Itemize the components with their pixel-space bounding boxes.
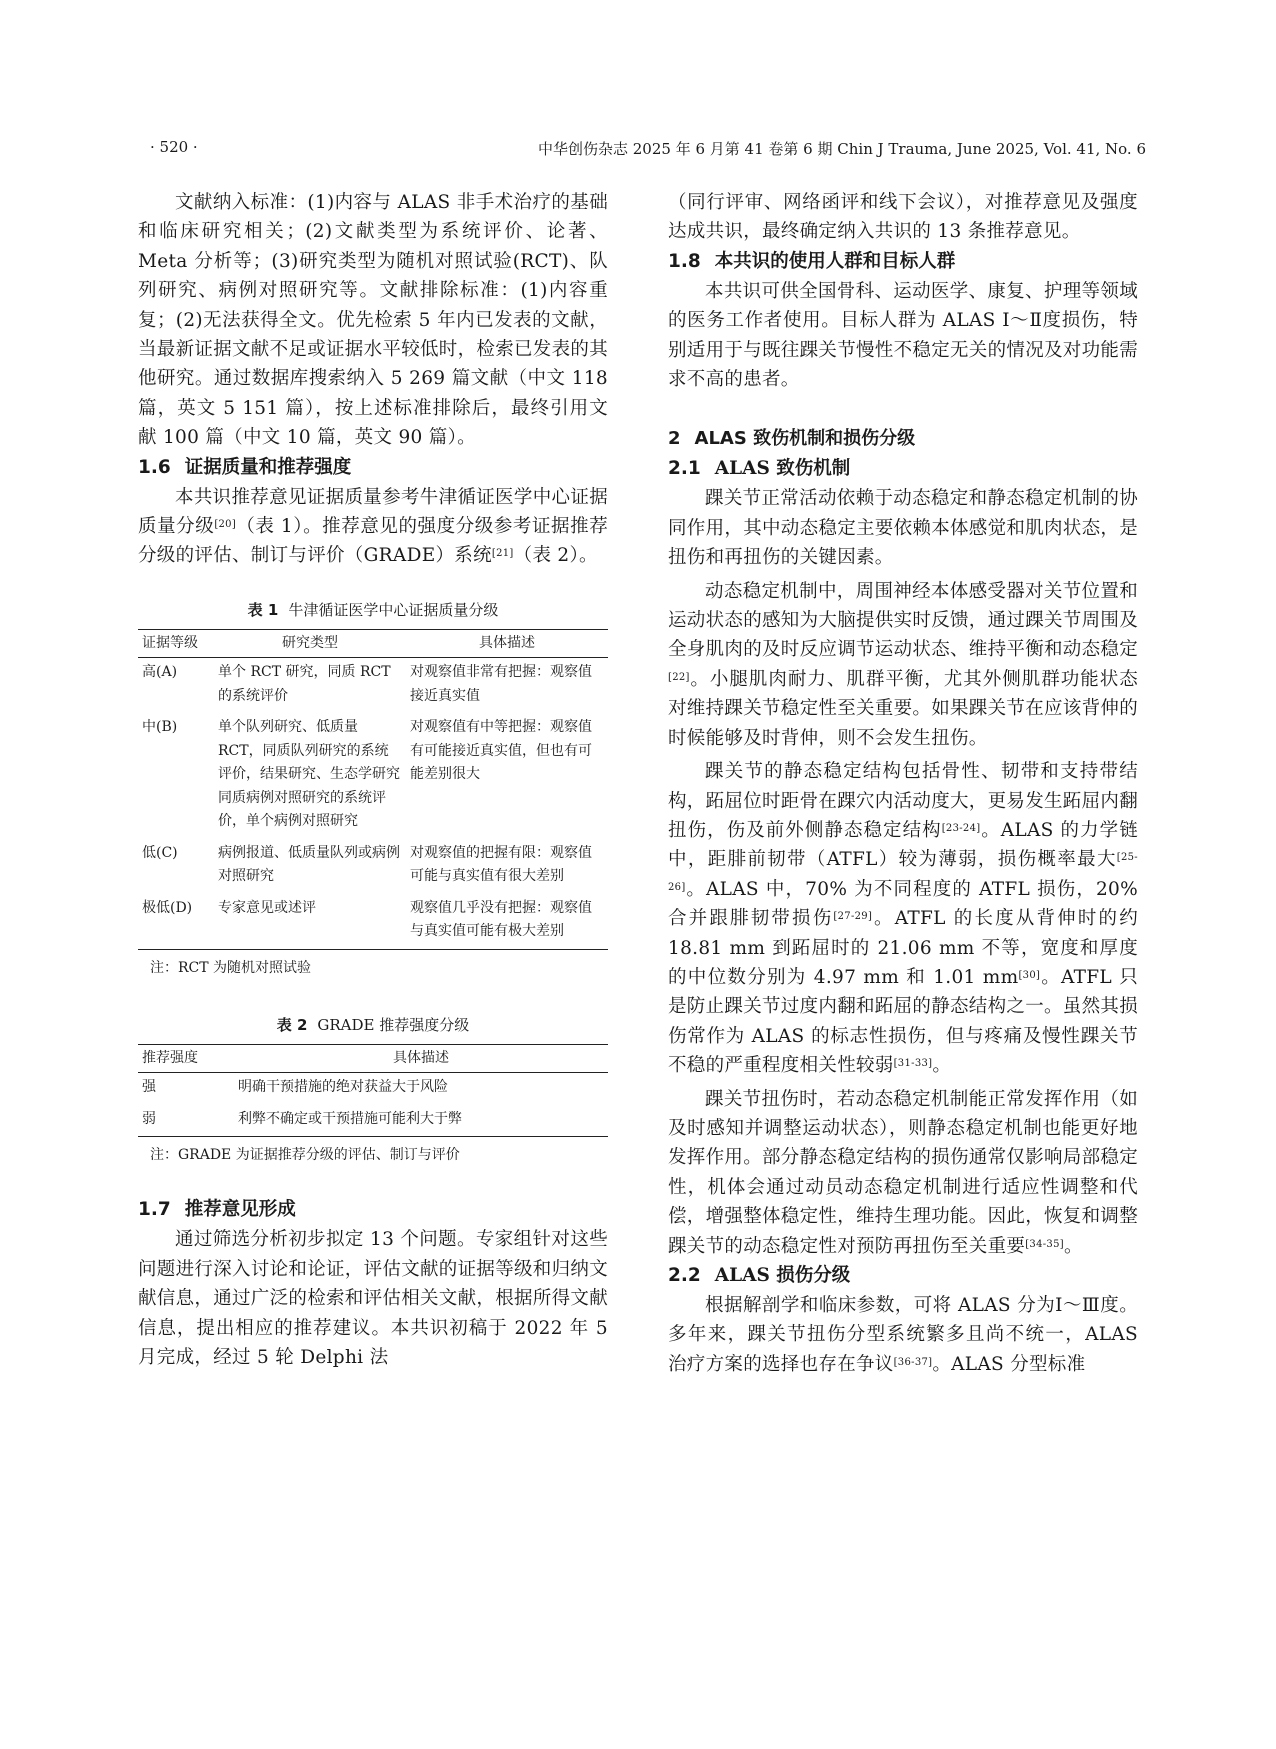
citation-ref: [27-29] xyxy=(833,911,873,923)
table-cell: 利弊不确定或干预措施可能利大于弊 xyxy=(234,1105,608,1137)
citation-ref: [31-33] xyxy=(893,1058,933,1070)
table-cell: 中(B) xyxy=(142,719,178,736)
table-cell: 对观察值有中等把握：观察值有可能接近真实值，但也有可能差别很大 xyxy=(410,719,592,783)
section-heading-2-2 xyxy=(668,1261,1138,1291)
running-header xyxy=(150,138,1146,164)
table-1 xyxy=(138,599,608,978)
journal-citation: 中华创伤杂志 2025 年 6 月第 41 卷第 6 期 Chin J Trauma, June 2025, Vol. 41, No. 6 xyxy=(538,140,1146,158)
section-heading-1-7 xyxy=(138,1195,608,1225)
table-title: GRADE 推荐强度分级 xyxy=(317,1015,470,1034)
section-heading-2-1 xyxy=(668,454,1138,484)
table-row xyxy=(138,1073,608,1105)
table-row xyxy=(138,1105,608,1137)
citation-ref: [21] xyxy=(491,548,514,560)
table-cell: 明确干预措施的绝对获益大于风险 xyxy=(238,1079,448,1096)
section-number: 1.8 xyxy=(668,250,701,272)
grade-strength-table xyxy=(138,1044,608,1138)
table-cell: 弱 xyxy=(138,1105,234,1137)
citation-ref: [20] xyxy=(214,519,237,531)
citation-ref: [22] xyxy=(668,671,690,683)
text-run: 。ALAS 中，70% 为不同程度的 ATFL 损伤，20% 合并跟腓韧带损伤 xyxy=(668,878,1138,930)
table-cell: 病例报道、低质量队列或病例对照研究 xyxy=(218,844,400,885)
table-cell: 单个 RCT 研究，同质 RCT 的系统评价 xyxy=(218,664,391,704)
section-number: 1.7 xyxy=(138,1199,171,1221)
section-heading-2 xyxy=(668,424,1138,454)
section-heading-1-8 xyxy=(668,247,1138,277)
section-title: 本共识的使用人群和目标人群 xyxy=(714,250,956,272)
text-run: 。 xyxy=(1063,1235,1083,1257)
text-run: 本共识推荐意见证据质量参考牛津循证医学中心证据质量分级 xyxy=(138,486,608,538)
text-run: 。ALAS 分型标准 xyxy=(932,1353,1086,1375)
text-run: 踝关节扭伤时，若动态稳定机制能正常发挥作用（如及时感知并调整运动状态），则静态稳定机制也能更好地发挥作用。部分静态稳定结构的损伤通常仅影响局部稳定性，机体会通过动员动态稳定机制进行适应性调整和代偿，增强整体稳定性，维持生理功能。因此，恢复和调整踝关节的动态稳定性对预防再扭伤至关重要 xyxy=(668,1088,1139,1257)
table-cell: 极低(D) xyxy=(138,894,214,950)
paragraph-injury-grading xyxy=(668,1291,1138,1379)
paragraph-delphi-continued: （同行评审、网络函评和线下会议），对推荐意见及强度达成共识，最终确定纳入共识的 13 条推荐意见。 xyxy=(668,192,1138,243)
evidence-quality-table xyxy=(138,629,608,950)
table-row xyxy=(138,839,608,894)
section-number: 2.2 xyxy=(668,1265,701,1286)
text-run: 。ALAS 的力学链中，距腓前韧带（ATFL）较为薄弱，损伤概率最大 xyxy=(668,819,1138,871)
table-cell: 对观察值非常有把握：观察值接近真实值 xyxy=(410,664,592,704)
table-caption xyxy=(138,1014,608,1036)
citation-ref: [30] xyxy=(1018,969,1041,981)
text-run: 。 xyxy=(932,1055,952,1077)
table-header-row xyxy=(138,1044,608,1073)
table-title: 牛津循证医学中心证据质量分级 xyxy=(288,600,499,619)
citation-ref: [23-24] xyxy=(941,822,981,834)
column-header: 具体描述 xyxy=(406,629,608,658)
column-header: 推荐强度 xyxy=(138,1044,234,1073)
left-column xyxy=(138,188,608,1372)
text-run: （表 1）。推荐意见的强度分级参考证据推荐分级的评估、制订与评价（GRADE）系统 xyxy=(138,516,609,567)
section-title: ALAS 致伤机制 xyxy=(714,458,851,480)
paragraph-evidence-quality xyxy=(138,483,608,571)
paragraph-static-stability xyxy=(668,757,1138,1080)
text-run: 。ATFL 只是防止踝关节过度内翻和跖屈的静态结构之一。虽然其损伤常作为 ALAS 的标志性损伤，但与疼痛及慢性踝关节不稳的严重程度相关性较弱 xyxy=(668,966,1139,1077)
table-note: 注：RCT 为随机对照试验 xyxy=(150,959,312,976)
page-number: · 520 · xyxy=(150,138,198,156)
section-title: 推荐意见形成 xyxy=(184,1199,296,1221)
column-header: 证据等级 xyxy=(138,629,214,658)
table-caption xyxy=(138,599,608,621)
paragraph-inclusion-criteria: 文献纳入标准：(1)内容与 ALAS 非手术治疗的基础和临床研究相关；(2)文献类型为系统评价、论著、Meta 分析等；(3)研究类型为随机对照试验(RCT)、队列研究、病例对照研究等。文献排除标准：(1)内容重复；(2)无法获得全文。优先检索 5 年内已发表的文献，当最新证据文献不足或证据水平较低时，检索已发表的其他研究。通过数据库搜索纳入 5 269 篇文献（中文 118 篇，英文 5 151 篇），按上述标准排除后，最终引用文献 100 篇（中文 10 篇，英文 90 篇）。 xyxy=(138,192,609,449)
table-cell: 高(A) xyxy=(142,664,178,681)
section-number: 2 xyxy=(668,428,681,450)
table-cell: 观察值几乎没有把握：观察值与真实值可能有极大差别 xyxy=(406,894,608,950)
section-heading-1-6 xyxy=(138,453,608,483)
table-label: 表 2 xyxy=(276,1015,308,1034)
section-title: ALAS 损伤分级 xyxy=(714,1265,851,1286)
section-number: 2.1 xyxy=(668,458,701,480)
table-row xyxy=(138,713,608,839)
paragraph-dynamic-stability xyxy=(668,577,1138,753)
citation-ref: [34-35] xyxy=(1025,1238,1064,1250)
table-cell: 强 xyxy=(142,1079,156,1096)
table-row xyxy=(138,658,608,714)
text-run: （表 2）。 xyxy=(513,545,598,567)
paragraph-mechanism-intro: 踝关节正常活动依赖于动态稳定和静态稳定机制的协同作用，其中动态稳定主要依赖本体感觉和肌肉状态，是扭伤和再扭伤的关键因素。 xyxy=(668,488,1139,569)
text-run: 踝关节的静态稳定结构包括骨性、韧带和支持带结构，跖屈位时距骨在踝穴内活动度大，更易发生跖屈内翻扭伤，伤及前外侧静态稳定结构 xyxy=(668,761,1139,841)
table-note: 注：GRADE 为证据推荐分级的评估、制订与评价 xyxy=(150,1147,460,1164)
text-run: 。ATFL 的长度从背伸时的约 18.81 mm 到跖屈时的 21.06 mm 不等，宽度和厚度的中位数分别为 4.97 mm 和 1.01 mm xyxy=(668,908,1138,988)
paragraph-target-population: 本共识可供全国骨科、运动医学、康复、护理等领域的医务工作者使用。目标人群为 ALAS Ⅰ～Ⅱ度损伤，特别适用于与既往踝关节慢性不稳定无关的情况及对功能需求不高的患者。 xyxy=(668,280,1139,391)
citation-ref: [36-37] xyxy=(893,1356,933,1368)
section-title: 证据质量和推荐强度 xyxy=(184,456,352,478)
right-column xyxy=(668,188,1138,1379)
section-number: 1.6 xyxy=(138,456,171,478)
column-header: 具体描述 xyxy=(234,1044,608,1073)
citation-ref: [25-26] xyxy=(668,852,1138,893)
table-2 xyxy=(138,1014,608,1166)
table-cell: 专家意见或述评 xyxy=(214,894,406,950)
table-row xyxy=(138,894,608,950)
section-title: ALAS 致伤机制和损伤分级 xyxy=(694,428,916,450)
table-cell: 对观察值的把握有限：观察值可能与真实值有很大差别 xyxy=(410,844,592,885)
table-cell: 单个队列研究、低质量 RCT，同质队列研究的系统评价，结果研究、生态学研究同质病例对照研究的系统评价，单个病例对照研究 xyxy=(218,719,400,830)
text-run: 动态稳定机制中，周围神经本体感受器对关节位置和运动状态的感知为大脑提供实时反馈，通过踝关节周围及全身肌肉的及时反应调节运动状态、维持平衡和动态稳定 xyxy=(668,580,1139,661)
table-cell: 低(C) xyxy=(142,844,178,861)
text-run: 。小腿肌肉耐力、肌群平衡，尤其外侧肌群功能状态对维持踝关节稳定性至关重要。如果踝关节在应该背伸的时候能够及时背伸，则不会发生扭伤。 xyxy=(668,668,1139,749)
column-header: 研究类型 xyxy=(214,629,406,658)
paragraph-sprain-compensation xyxy=(668,1085,1138,1261)
text-run: 根据解剖学和临床参数，可将 ALAS 分为Ⅰ～Ⅲ度。多年来，踝关节扭伤分型系统繁多且尚不统一，ALAS 治疗方案的选择也存在争议 xyxy=(668,1295,1138,1375)
table-header-row xyxy=(138,629,608,658)
paragraph-recommendation-formation: 通过筛选分析初步拟定 13 个问题。专家组针对这些问题进行深入讨论和论证，评估文献的证据等级和归纳文献信息，通过广泛的检索和评估相关文献，根据所得文献信息，提出相应的推荐建议。本共识初稿于 2022 年 5 月完成，经过 5 轮 Delphi 法 xyxy=(138,1229,609,1368)
table-label: 表 1 xyxy=(247,600,279,619)
